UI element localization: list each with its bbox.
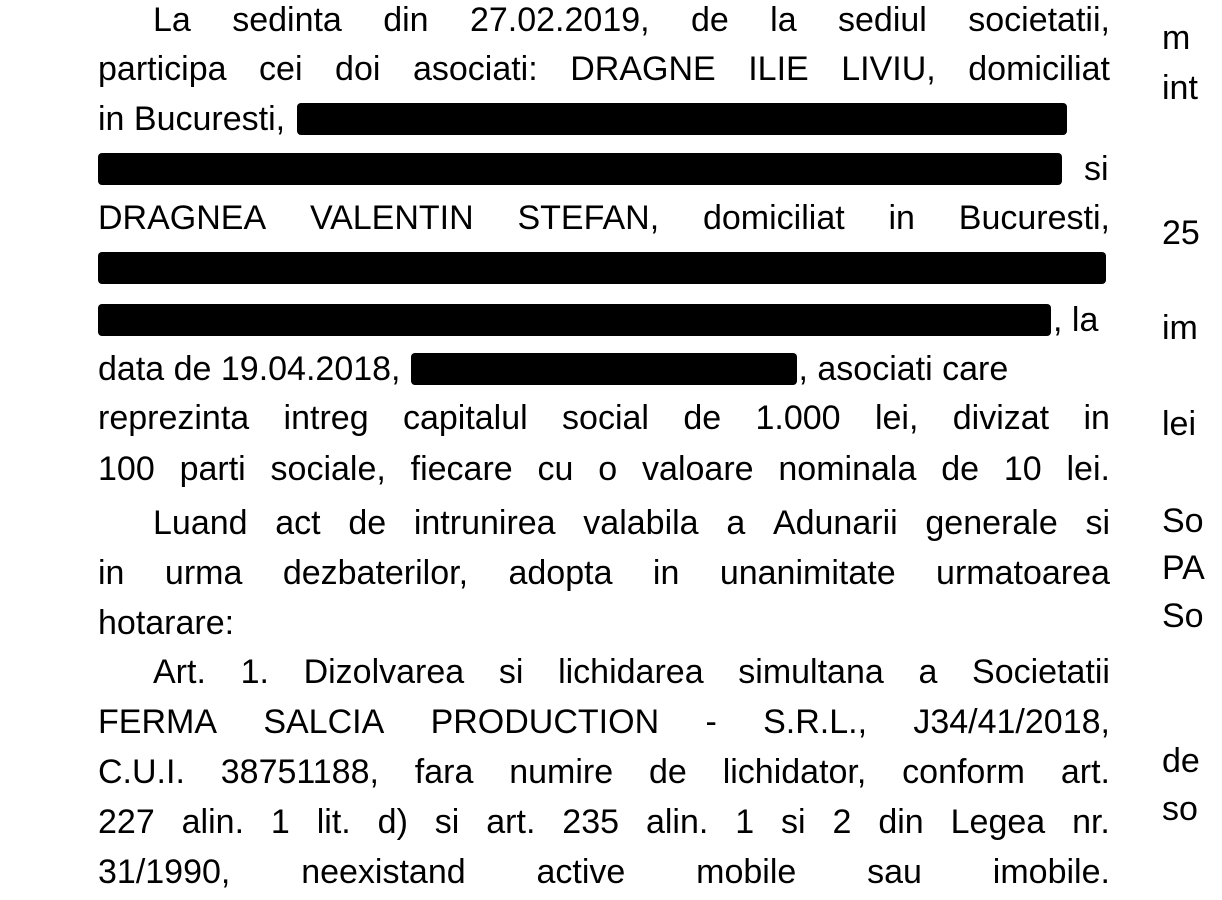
word: participa xyxy=(98,50,227,88)
column-fragment: im xyxy=(1162,309,1198,347)
word: urma xyxy=(164,554,243,592)
word: ILIE xyxy=(748,50,809,88)
word: si xyxy=(1085,504,1110,542)
word: active xyxy=(536,853,626,891)
word: lichidator, xyxy=(722,753,867,791)
column-fragment: int xyxy=(1162,69,1198,107)
word: si xyxy=(498,653,524,691)
word: VALENTIN xyxy=(309,199,474,237)
column-fragment: PA xyxy=(1162,549,1205,587)
word: intrunirea xyxy=(413,504,556,542)
word: a xyxy=(918,653,938,691)
word: reprezinta xyxy=(98,399,250,437)
word: asociati: xyxy=(412,50,538,88)
text-line-13 xyxy=(98,597,1110,649)
word: DRAGNE xyxy=(570,50,716,88)
redaction-bar xyxy=(98,304,1051,336)
word: din xyxy=(383,1,429,39)
word: la xyxy=(770,1,797,39)
word: 10 xyxy=(1003,450,1042,488)
word: sedinta xyxy=(232,1,342,39)
word: urmatoarea xyxy=(936,554,1110,592)
word: lit. xyxy=(316,803,351,841)
word: d) xyxy=(377,803,408,841)
word: 100 xyxy=(98,450,155,488)
word: 2 xyxy=(832,803,852,841)
word: si xyxy=(781,803,806,841)
column-fragment: m xyxy=(1162,19,1191,57)
word: de xyxy=(348,504,387,542)
word: SALCIA xyxy=(263,703,385,741)
column-fragment: de xyxy=(1162,742,1200,780)
word: Art. xyxy=(153,653,206,691)
word: art. xyxy=(486,803,536,841)
word: alin. xyxy=(645,803,709,841)
redaction-bar xyxy=(297,103,1067,135)
text-line-17 xyxy=(98,796,1110,848)
word: STEFAN, xyxy=(517,199,660,237)
word: simultana xyxy=(738,653,884,691)
word: 227 xyxy=(98,803,155,841)
word: - xyxy=(705,703,717,741)
text-segment: data de 19.04.2018, xyxy=(98,350,401,388)
text-segment: in Bucuresti, xyxy=(98,100,286,138)
column-fragment: So xyxy=(1162,502,1204,540)
word: capitalul xyxy=(402,399,528,437)
word: FERMA xyxy=(98,703,217,741)
text-line-14 xyxy=(98,646,1110,698)
text-segment: , la xyxy=(1053,301,1099,339)
word: art. xyxy=(1060,753,1110,791)
word: de xyxy=(941,450,980,488)
text-line-1 xyxy=(98,0,1110,46)
word: in xyxy=(652,554,680,592)
word: 31/1990, xyxy=(98,853,231,891)
word: 235 xyxy=(562,803,620,841)
word: unanimitate xyxy=(719,554,896,592)
word: lichidarea xyxy=(558,653,704,691)
word: de xyxy=(649,753,687,791)
word: generale xyxy=(925,504,1058,542)
word: Societatii xyxy=(972,653,1110,691)
word: nominala xyxy=(778,450,917,488)
word: cu xyxy=(537,450,574,488)
column-fragment: lei xyxy=(1162,405,1197,443)
word: nr. xyxy=(1072,803,1110,841)
redaction-bar xyxy=(98,252,1106,284)
text-line-7 xyxy=(98,294,1110,346)
word: 1. xyxy=(240,653,269,691)
column-fragment: 25 xyxy=(1162,214,1200,252)
text-line-9 xyxy=(98,392,1110,444)
word: in xyxy=(1083,399,1110,437)
word: domiciliat xyxy=(702,199,845,237)
column-fragment: so xyxy=(1162,790,1198,828)
text-line-6 xyxy=(98,242,1110,294)
word: lei, xyxy=(874,399,919,437)
word: intreg xyxy=(283,399,369,437)
word: o xyxy=(598,450,618,488)
word: societatii, xyxy=(968,1,1110,39)
column-fragment: So xyxy=(1162,597,1204,635)
word: conform xyxy=(902,753,1025,791)
word: Bucuresti, xyxy=(958,199,1110,237)
word: alin. xyxy=(181,803,245,841)
text-line-12 xyxy=(98,547,1110,599)
word: si xyxy=(434,803,460,841)
word: Legea xyxy=(950,803,1046,841)
word: parti xyxy=(179,450,246,488)
text-segment: , asociati care xyxy=(798,350,1009,388)
word: La xyxy=(153,1,191,39)
word: cei xyxy=(259,50,303,88)
word: PRODUCTION xyxy=(430,703,660,741)
text-line-16 xyxy=(98,746,1110,798)
word: adopta xyxy=(508,554,613,592)
redaction-bar xyxy=(411,353,797,385)
word: Dizolvarea xyxy=(303,653,465,691)
word: in xyxy=(98,554,125,592)
redaction-bar xyxy=(98,153,1062,185)
text-line-10 xyxy=(98,443,1110,495)
word: DRAGNEA xyxy=(98,199,267,237)
text-line-8 xyxy=(98,343,1110,395)
text-line-5 xyxy=(98,192,1110,244)
word: act xyxy=(275,504,321,542)
word: neexistand xyxy=(301,853,466,891)
word: domiciliat xyxy=(968,50,1110,88)
word: sediul xyxy=(838,1,927,39)
text-line-3 xyxy=(98,93,1110,145)
word: sociale, xyxy=(270,450,386,488)
word: C.U.I. xyxy=(98,753,185,791)
text-segment: hotarare: xyxy=(98,604,235,642)
word: 1.000 xyxy=(755,399,841,437)
word: 27.02.2019, xyxy=(469,1,650,39)
word: social xyxy=(562,399,649,437)
word: Adunarii xyxy=(772,504,898,542)
word: de xyxy=(690,1,729,39)
word: valabila xyxy=(583,504,699,542)
word: S.R.L., xyxy=(763,703,868,741)
word: J34/41/2018, xyxy=(913,703,1110,741)
word: de xyxy=(683,399,722,437)
text-line-18 xyxy=(98,846,1110,898)
word: din xyxy=(878,803,924,841)
word: 1 xyxy=(735,803,755,841)
word: LIVIU, xyxy=(841,50,936,88)
word: lei. xyxy=(1066,450,1110,488)
word: in xyxy=(888,199,915,237)
text-line-2 xyxy=(98,43,1110,95)
word: sau xyxy=(867,853,922,891)
word: valoare xyxy=(642,450,754,488)
word: fara xyxy=(414,753,474,791)
word: a xyxy=(726,504,746,542)
word: 38751188, xyxy=(220,753,379,791)
word: doi xyxy=(335,50,381,88)
word: imobile. xyxy=(992,853,1110,891)
text-line-11 xyxy=(98,497,1110,549)
word: 1 xyxy=(270,803,290,841)
text-segment: si xyxy=(1084,150,1109,188)
word: mobile xyxy=(696,853,797,891)
word: numire xyxy=(509,753,614,791)
text-line-4 xyxy=(98,143,1110,195)
word: fiecare xyxy=(410,450,513,488)
word: Luand xyxy=(153,504,248,542)
word: dezbaterilor, xyxy=(282,554,469,592)
word: divizat xyxy=(952,399,1050,437)
adjacent-column xyxy=(1162,0,1222,900)
text-line-15 xyxy=(98,696,1110,748)
